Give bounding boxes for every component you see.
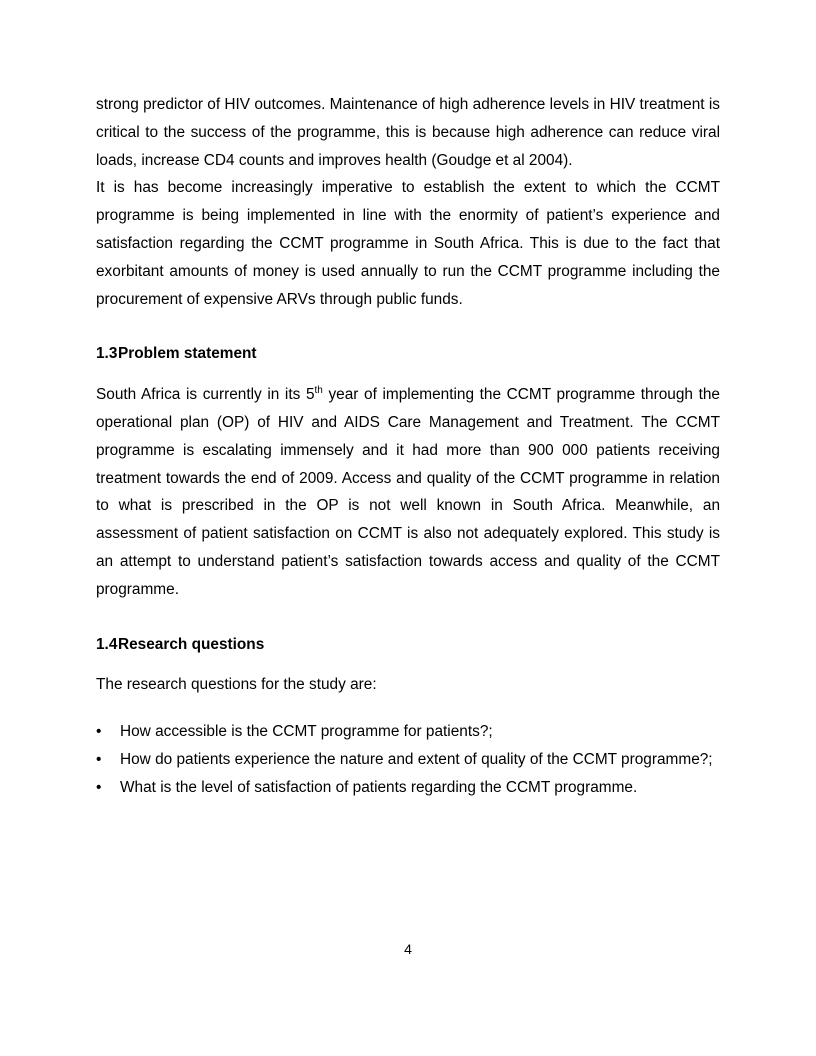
bullet-icon: •	[96, 723, 102, 741]
section-title: Research questions	[118, 635, 265, 653]
document-page	[96, 91, 720, 802]
list-item	[96, 774, 720, 802]
bullet-icon: •	[96, 750, 102, 768]
ordinal-superscript: th	[314, 385, 323, 397]
research-questions-list	[96, 718, 720, 801]
page-number: 4	[404, 941, 412, 957]
list-item	[96, 746, 720, 774]
problem-statement-heading	[96, 340, 720, 368]
bullet-icon: •	[96, 778, 102, 796]
intro-paragraph-2: It is has become increasingly imperative to establish the extent to which the CCMT programme is being implemented in line with the enormity of patient’s experience and satisfaction regarding the CCMT programme in South Africa. This is due to the fact that exorbitant amounts of money is used annually to run the CCMT programme including the procurement of expensive ARVs through public funds.	[96, 179, 720, 308]
list-item-text: How do patients experience the nature and extent of quality of the CCMT programme?;	[120, 750, 713, 768]
problem-statement-paragraph	[96, 381, 720, 603]
list-item-text: How accessible is the CCMT programme for patients?;	[120, 723, 493, 741]
list-item	[96, 718, 720, 746]
list-item-text: What is the level of satisfaction of patients regarding the CCMT programme.	[120, 778, 638, 796]
problem-text-start: South Africa is currently in its 5	[96, 386, 315, 404]
section-number: 1.4	[96, 635, 118, 653]
research-questions-lead: The research questions for the study are:	[96, 676, 377, 694]
section-title: Problem statement	[118, 345, 257, 363]
intro-paragraph-1: strong predictor of HIV outcomes. Maintenance of high adherence levels in HIV treatment is critical to the success of the programme, this is because high adherence can reduce viral loads, increase CD4 counts and improves health (Goudge et al 2004).	[96, 96, 720, 169]
research-questions-heading	[96, 631, 720, 659]
section-number: 1.3	[96, 345, 118, 363]
problem-text-rest: year of implementing the CCMT programme through the operational plan (OP) of HIV and AIDS Care Management and Treatment. The CCMT programme is escalating immensely and it had more than 900 000 patients receiving treatment towards the end of 2009. Access and quality of the CCMT programme in relation to what is prescribed in the OP is not well known in South Africa. Meanwhile, an assessment of patient satisfaction on CCMT is also not adequately explored. This study is an attempt to understand patient’s satisfaction towards access and quality of the CCMT programme.	[96, 386, 720, 598]
